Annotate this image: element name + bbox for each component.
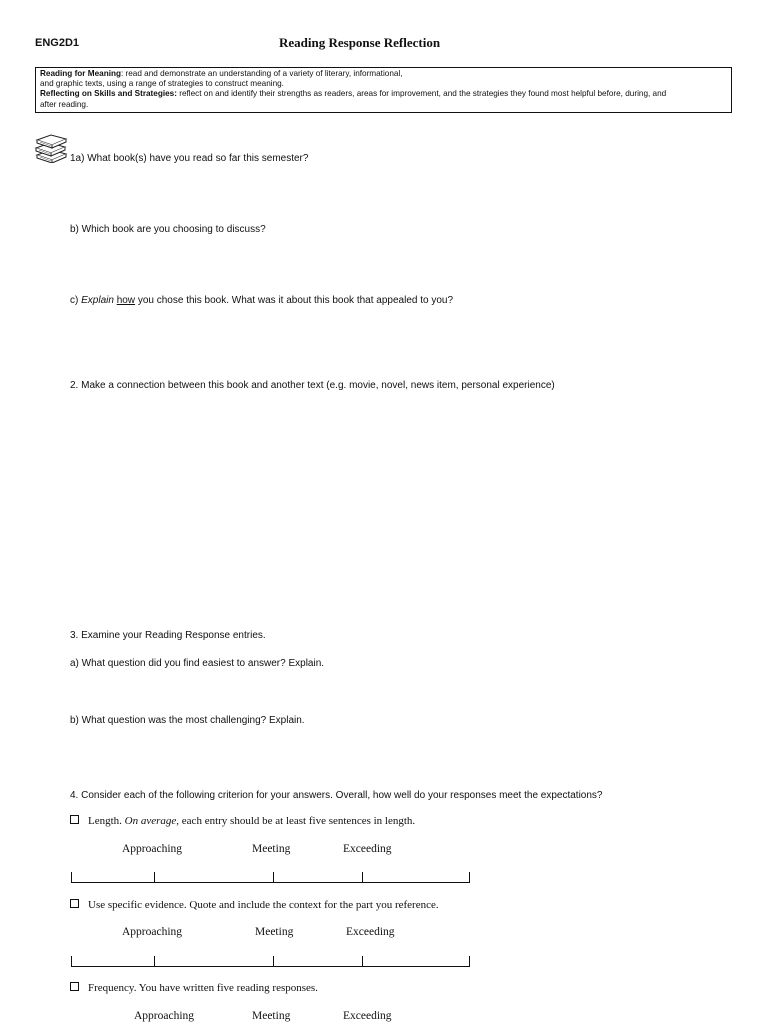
expectation-meaning	[40, 69, 727, 79]
criterion-evidence-checkbox[interactable]	[70, 899, 79, 908]
scale-meeting-label: Meeting	[252, 1010, 291, 1022]
criterion-frequency-checkbox[interactable]	[70, 982, 79, 991]
course-code: ENG2D1	[35, 37, 80, 49]
question-4: 4. Consider each of the following criterion for your answers. Overall, how well do your responses meet the expectations?	[70, 790, 603, 801]
criterion-length-checkbox[interactable]	[70, 815, 79, 824]
scale-approaching-label: Approaching	[122, 843, 183, 855]
question-3: 3. Examine your Reading Response entries.	[70, 630, 266, 641]
scale-tick	[362, 872, 363, 883]
scale-tick	[71, 956, 72, 967]
scale-tick	[154, 956, 155, 967]
question-1b: b) Which book are you choosing to discuss?	[70, 224, 266, 235]
criterion-evidence-text: Use specific evidence. Quote and include the context for the part you reference.	[88, 899, 439, 911]
expectation-skills-text: reflect on and identify their strengths as readers, areas for improvement, and the strategies they found most helpful before, during, and	[176, 89, 667, 99]
question-1c	[70, 295, 453, 306]
criterion-length-italic: On average	[124, 815, 177, 827]
page-title: Reading Response Reflection	[279, 35, 441, 50]
criterion-length-text-end: , each entry should be at least five sentences in length.	[176, 815, 416, 827]
question-1c-italic: Explain	[81, 295, 117, 306]
question-3a: a) What question did you find easiest to answer? Explain.	[70, 658, 325, 669]
scale-tick	[362, 956, 363, 967]
scale-tick	[154, 872, 155, 883]
scale-tick	[273, 872, 274, 883]
rating-scale-line[interactable]	[71, 872, 470, 883]
scale-approaching-label: Approaching	[134, 1010, 195, 1022]
scale-meeting-label: Meeting	[252, 843, 291, 855]
scale-exceeding-label: Exceeding	[343, 843, 392, 855]
criterion-frequency	[70, 982, 318, 994]
criterion-length-text: Length.	[88, 815, 125, 827]
question-2: 2. Make a connection between this book and another text (e.g. movie, novel, news item, personal experience)	[70, 380, 555, 391]
question-1c-prefix: c)	[70, 295, 82, 306]
scale-tick	[273, 956, 274, 967]
scale-tick	[469, 956, 470, 967]
expectation-skills	[40, 89, 727, 99]
expectation-meaning-text: : read and demonstrate an understanding of a variety of literary, informational,	[120, 69, 403, 78]
expectation-skills-label: Reflecting on Skills and Strategies:	[40, 89, 177, 99]
expectation-skills-cont: after reading.	[40, 99, 89, 109]
scale-tick	[71, 872, 72, 883]
rating-scale-line[interactable]	[71, 956, 470, 967]
criterion-evidence	[70, 899, 439, 911]
curriculum-expectations-box	[35, 67, 732, 113]
question-1c-rest: you chose this book. What was it about this book that appealed to you?	[135, 295, 454, 306]
criterion-frequency-text: Frequency. You have written five reading responses.	[88, 982, 318, 994]
stack-of-books-icon	[34, 131, 68, 163]
expectation-meaning-label: Reading for Meaning	[40, 69, 121, 78]
criterion-length	[70, 815, 415, 827]
scale-exceeding-label: Exceeding	[343, 1010, 392, 1022]
question-1c-underline: how	[116, 295, 136, 306]
expectation-meaning-cont: and graphic texts, using a range of strategies to construct meaning.	[40, 79, 284, 89]
scale-exceeding-label: Exceeding	[346, 926, 395, 938]
question-1a: 1a) What book(s) have you read so far this semester?	[70, 153, 309, 164]
question-3b: b) What question was the most challenging? Explain.	[70, 715, 305, 726]
scale-tick	[469, 872, 470, 883]
scale-approaching-label: Approaching	[122, 926, 183, 938]
scale-meeting-label: Meeting	[255, 926, 294, 938]
